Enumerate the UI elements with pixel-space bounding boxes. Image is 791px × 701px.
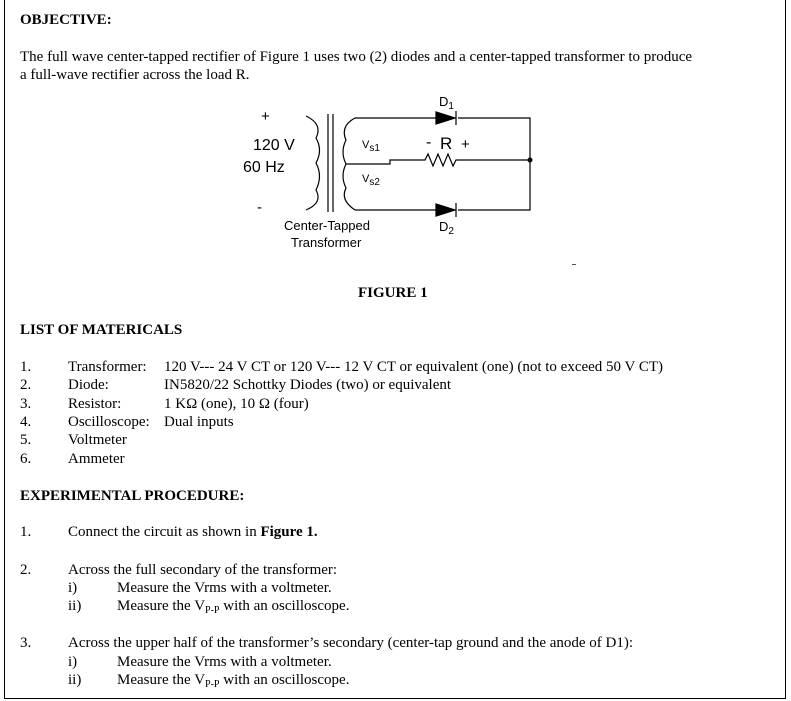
step-2-ii-text: Measure the $V_{P-P}$ with an oscilloscope. (117, 598, 350, 616)
step-2-i-text: Measure the Vrms with a voltmeter. (117, 580, 332, 596)
stray-mark (572, 264, 576, 265)
materials-item-label: Resistor: (68, 396, 122, 412)
step-3-ii-num: ii) (68, 672, 82, 688)
resistor-plus: + (461, 136, 470, 153)
materials-item-value: 120 V--- 24 V CT or 120 V--- 12 V CT or equivalent (one) (not to exceed 50 V CT) (164, 359, 663, 375)
primary-coil (306, 116, 320, 210)
materials-item-label: Ammeter (68, 451, 125, 467)
materials-item-num: 5. (20, 432, 32, 448)
diode-d2 (436, 203, 456, 217)
label-d2: $D_2$ (439, 219, 454, 237)
materials-item-num: 6. (20, 451, 32, 467)
step-3-ii-text: Measure the $V_{P-P}$ with an oscilloscope. (117, 672, 350, 690)
figure-caption: FIGURE 1 (358, 285, 428, 301)
transformer-label-line-2: Transformer (291, 235, 362, 250)
step-3-i-num: i) (68, 654, 78, 670)
circuit-diagram (0, 0, 791, 320)
materials-item-num: 1. (20, 359, 32, 375)
materials-item-label: Oscilloscope: (68, 414, 150, 430)
junction-dot (528, 158, 533, 163)
step-3-i-text: Measure the Vrms with a voltmeter. (117, 654, 332, 670)
resistor-zigzag (420, 154, 460, 166)
diode-d1 (436, 111, 456, 125)
step-3-num: 3. (20, 635, 32, 651)
source-frequency: 60 Hz (243, 159, 285, 176)
materials-item-label: Voltmeter (68, 432, 127, 448)
step-2-text: Across the full secondary of the transformer: (68, 562, 338, 578)
materials-item-num: 4. (20, 414, 32, 430)
materials-item-num: 2. (20, 377, 32, 393)
transformer-label-line-1: Center-Tapped (284, 218, 370, 233)
objective-heading: OBJECTIVE: (20, 12, 112, 28)
procedure-heading: EXPERIMENTAL PROCEDURE: (20, 488, 245, 504)
center-tap-wire (346, 160, 420, 164)
objective-line-1: The full wave center-tapped rectifier of Figure 1 uses two (2) diodes and a center-tapped transformer to produce (20, 49, 693, 65)
resistor-minus: - (426, 134, 432, 151)
figure-reference: Figure 1. (260, 524, 318, 540)
label-vs2: $V_{s2}$ (362, 173, 380, 188)
source-voltage: 120 V (253, 137, 295, 154)
materials-item-label: Diode: (68, 377, 109, 393)
step-2-num: 2. (20, 562, 32, 578)
materials-item-num: 3. (20, 396, 32, 412)
objective-line-2: a full-wave rectifier across the load R. (20, 67, 250, 83)
polarity-minus: - (257, 199, 262, 216)
materials-item-value: 1 KΩ (one), 10 Ω (four) (164, 396, 309, 412)
bottom-wire-right (458, 160, 530, 210)
step-2-ii-num: ii) (68, 598, 82, 614)
step-1-num: 1. (20, 524, 32, 540)
step-2-i-num: i) (68, 580, 78, 596)
materials-item-value: Dual inputs (164, 414, 234, 430)
label-vs1: $V_{s1}$ (362, 139, 380, 154)
label-d1: $D_1$ (439, 94, 454, 112)
resistor-label: R (440, 134, 453, 153)
materials-heading: LIST OF MATERICALS (20, 322, 183, 338)
figure-1 (0, 0, 791, 320)
step-1-text: Connect the circuit as shown in Figure 1. (68, 524, 318, 540)
polarity-plus: + (261, 108, 270, 125)
step-3-text: Across the upper half of the transformer’s secondary (center-tap ground and the anode of D1): (68, 635, 634, 651)
materials-item-label: Transformer: (68, 359, 147, 375)
materials-item-value: IN5820/22 Schottky Diodes (two) or equivalent (164, 377, 452, 393)
